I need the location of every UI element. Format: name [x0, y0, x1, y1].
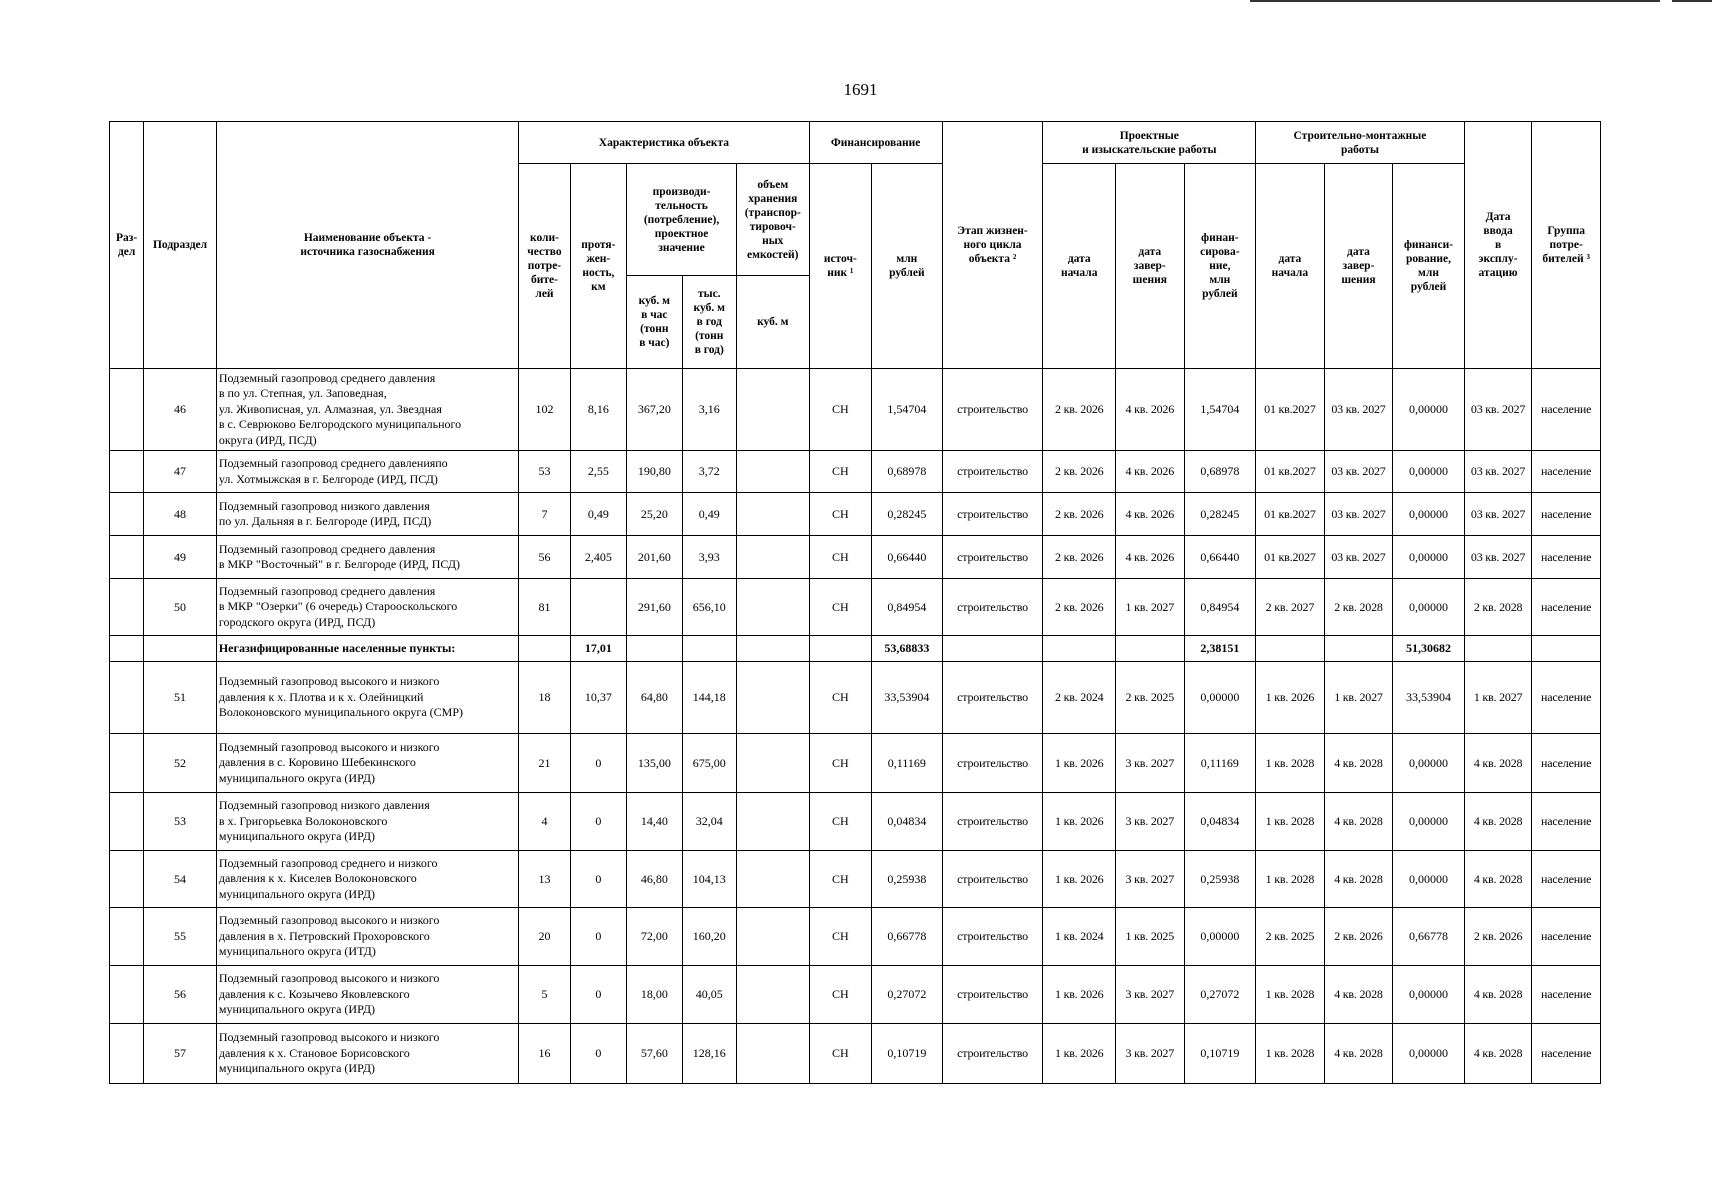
cell-mln: 0,11169 [872, 734, 943, 793]
cell-consumers: 16 [519, 1024, 570, 1084]
cell-consumers: 13 [519, 851, 570, 908]
cell-constr-end: 03 кв. 2027 [1324, 536, 1393, 579]
cell-podrazdel: 46 [144, 369, 217, 451]
cell-storage [736, 851, 809, 908]
cell-mln: 0,28245 [872, 493, 943, 536]
col-capacity-hour: куб. м в час (тонн в час) [627, 276, 682, 369]
cell-consumer-group: население [1532, 536, 1601, 579]
cell-capacity-year: 3,72 [682, 451, 736, 493]
cell-consumers: 56 [519, 536, 570, 579]
table-row [110, 493, 1601, 536]
cell-stage: строительство [942, 369, 1043, 451]
cell-constr-start: 1 кв. 2028 [1256, 1024, 1325, 1084]
cell-storage [736, 734, 809, 793]
cell-design-fin: 0,04834 [1184, 793, 1256, 851]
table-row [110, 908, 1601, 966]
cell-commissioning: 2 кв. 2028 [1464, 579, 1532, 636]
cell-consumers: 5 [519, 966, 570, 1024]
cell-design-start: 1 кв. 2026 [1043, 966, 1116, 1024]
cell-capacity-hour: 135,00 [627, 734, 682, 793]
col-razdel: Раз- дел [110, 122, 144, 369]
cell-razdel [110, 966, 144, 1024]
cell-length: 0 [570, 734, 626, 793]
col-design-end: дата завер- шения [1116, 164, 1185, 369]
cell-length: 0,49 [570, 493, 626, 536]
cell-design-end: 4 кв. 2026 [1116, 369, 1185, 451]
cell-stage: строительство [942, 493, 1043, 536]
cell-design-fin: 0,00000 [1184, 908, 1256, 966]
cell-capacity-year: 3,16 [682, 369, 736, 451]
cell-length: 2,55 [570, 451, 626, 493]
cell-constr-end: 4 кв. 2028 [1324, 851, 1393, 908]
cell-commissioning: 4 кв. 2028 [1464, 1024, 1532, 1084]
cell-commissioning: 2 кв. 2026 [1464, 908, 1532, 966]
cell-razdel [110, 536, 144, 579]
cell-constr-fin: 0,00000 [1393, 966, 1465, 1024]
cell-consumers: 53 [519, 451, 570, 493]
cell-mln: 33,53904 [872, 662, 943, 734]
cell-consumer-group: население [1532, 851, 1601, 908]
cell-design-fin: 0,00000 [1184, 662, 1256, 734]
cell-design-fin: 0,68978 [1184, 451, 1256, 493]
cell-design-end: 3 кв. 2027 [1116, 966, 1185, 1024]
table-row [110, 966, 1601, 1024]
cell-consumer-group: население [1532, 966, 1601, 1024]
cell-commissioning: 1 кв. 2027 [1464, 662, 1532, 734]
cell-razdel [110, 451, 144, 493]
col-capacity: производи- тельность (потребление), проектное значение [627, 164, 737, 276]
cell-design-fin: 0,11169 [1184, 734, 1256, 793]
cell-razdel [110, 662, 144, 734]
col-consumers: коли- чество потре- бите- лей [519, 164, 570, 369]
cell-constr-start: 2 кв. 2025 [1256, 908, 1325, 966]
cell-storage [736, 908, 809, 966]
cell-constr-start: 01 кв.2027 [1256, 536, 1325, 579]
cell-storage [736, 662, 809, 734]
cell-storage [736, 966, 809, 1024]
cell-mln: 0,27072 [872, 966, 943, 1024]
cell-stage: строительство [942, 662, 1043, 734]
cell-source: СН [809, 908, 872, 966]
cell-consumer-group: население [1532, 793, 1601, 851]
cell-name: Подземный газопровод низкого давления по ул. Дальняя в г. Белгороде (ИРД, ПСД) [216, 493, 518, 536]
cell-capacity-hour: 64,80 [627, 662, 682, 734]
subtotal-row [110, 636, 1601, 662]
cell-commissioning: 03 кв. 2027 [1464, 493, 1532, 536]
cell-source: СН [809, 1024, 872, 1084]
cell-consumer-group: население [1532, 734, 1601, 793]
cell-stage: строительство [942, 451, 1043, 493]
col-commissioning: Дата ввода в эксплу- атацию [1464, 122, 1532, 369]
table-row [110, 662, 1601, 734]
subtotal-length: 17,01 [570, 636, 626, 662]
cell-consumer-group: население [1532, 369, 1601, 451]
cell-source: СН [809, 662, 872, 734]
col-podrazdel: Подраздел [144, 122, 217, 369]
cell-stage: строительство [942, 793, 1043, 851]
cell-name: Подземный газопровод среднего давления в по ул. Степная, ул. Заповедная, ул. Живописная, ул. Алмазная, ул. Звездная в с. Севрюково Белгородского муниципального округа (ИРД, ПСД) [216, 369, 518, 451]
cell-constr-start: 01 кв.2027 [1256, 493, 1325, 536]
cell-name: Подземный газопровод среднего давленияпо ул. Хотмыжская в г. Белгороде (ИРД, ПСД) [216, 451, 518, 493]
cell-source: СН [809, 493, 872, 536]
cell-design-end: 4 кв. 2026 [1116, 493, 1185, 536]
cell-name: Подземный газопровод высокого и низкого давления к с. Козычево Яковлевского муниципального округа (ИРД) [216, 966, 518, 1024]
cell-source: СН [809, 851, 872, 908]
col-mln: млн рублей [872, 164, 943, 369]
col-constr-end: дата завер- шения [1324, 164, 1393, 369]
cell-stage: строительство [942, 908, 1043, 966]
table-row [110, 734, 1601, 793]
cell-consumers: 20 [519, 908, 570, 966]
cell-length: 8,16 [570, 369, 626, 451]
cell-capacity-year: 3,93 [682, 536, 736, 579]
col-storage: объем хранения (транспор- тировоч- ных емкостей) [736, 164, 809, 276]
cell-razdel [110, 493, 144, 536]
cell-consumer-group: население [1532, 451, 1601, 493]
cell-source: СН [809, 793, 872, 851]
cell-design-end: 3 кв. 2027 [1116, 793, 1185, 851]
col-storage-unit: куб. м [736, 276, 809, 369]
cell-design-fin: 0,84954 [1184, 579, 1256, 636]
cell-constr-start: 2 кв. 2027 [1256, 579, 1325, 636]
cell-mln: 0,66778 [872, 908, 943, 966]
cell-constr-end: 4 кв. 2028 [1324, 1024, 1393, 1084]
cell-podrazdel: 50 [144, 579, 217, 636]
cell-design-start: 1 кв. 2026 [1043, 851, 1116, 908]
cell-razdel [110, 908, 144, 966]
cell-mln: 0,68978 [872, 451, 943, 493]
cell-source: СН [809, 369, 872, 451]
cell-podrazdel: 51 [144, 662, 217, 734]
cell-storage [736, 579, 809, 636]
cell-design-start: 1 кв. 2026 [1043, 793, 1116, 851]
cell-capacity-year: 144,18 [682, 662, 736, 734]
cell-consumer-group: население [1532, 662, 1601, 734]
cell-constr-fin: 33,53904 [1393, 662, 1465, 734]
cell-length: 0 [570, 908, 626, 966]
cell-design-end: 4 кв. 2026 [1116, 536, 1185, 579]
cell-design-end: 1 кв. 2027 [1116, 579, 1185, 636]
table-row [110, 536, 1601, 579]
cell-constr-start: 1 кв. 2028 [1256, 734, 1325, 793]
cell-constr-end: 4 кв. 2028 [1324, 793, 1393, 851]
cell-podrazdel: 55 [144, 908, 217, 966]
cell-source: СН [809, 966, 872, 1024]
cell-name: Подземный газопровод высокого и низкого давления к х. Плотва и к х. Олейницкий Волоконовского муниципального округа (СМР) [216, 662, 518, 734]
table-row [110, 369, 1601, 451]
cell-design-end: 3 кв. 2027 [1116, 734, 1185, 793]
col-capacity-year: тыс. куб. м в год (тонн в год) [682, 276, 736, 369]
cell-design-start: 1 кв. 2026 [1043, 1024, 1116, 1084]
cell-name: Подземный газопровод высокого и низкого давления в с. Коровино Шебекинского муниципального округа (ИРД) [216, 734, 518, 793]
cell-stage: строительство [942, 734, 1043, 793]
cell-constr-start: 01 кв.2027 [1256, 451, 1325, 493]
cell-source: СН [809, 579, 872, 636]
cell-constr-start: 1 кв. 2028 [1256, 966, 1325, 1024]
cell-constr-end: 2 кв. 2026 [1324, 908, 1393, 966]
cell-capacity-hour: 291,60 [627, 579, 682, 636]
col-design-fin: финан- сирова- ние, млн рублей [1184, 164, 1256, 369]
cell-capacity-hour: 201,60 [627, 536, 682, 579]
cell-length: 2,405 [570, 536, 626, 579]
cell-constr-start: 1 кв. 2026 [1256, 662, 1325, 734]
cell-stage: строительство [942, 851, 1043, 908]
cell-capacity-hour: 72,00 [627, 908, 682, 966]
cell-stage: строительство [942, 579, 1043, 636]
cell-podrazdel: 57 [144, 1024, 217, 1084]
cell-razdel [110, 734, 144, 793]
cell-design-start: 1 кв. 2026 [1043, 734, 1116, 793]
cell-constr-end: 1 кв. 2027 [1324, 662, 1393, 734]
cell-name: Подземный газопровод низкого давления в х. Григорьевка Волоконовского муниципального округа (ИРД) [216, 793, 518, 851]
cell-capacity-hour: 367,20 [627, 369, 682, 451]
cell-storage [736, 1024, 809, 1084]
cell-commissioning: 4 кв. 2028 [1464, 734, 1532, 793]
cell-source: СН [809, 451, 872, 493]
cell-source: СН [809, 536, 872, 579]
col-length: протя- жен- ность, км [570, 164, 626, 369]
cell-constr-start: 01 кв.2027 [1256, 369, 1325, 451]
cell-commissioning: 03 кв. 2027 [1464, 369, 1532, 451]
col-group-financing: Финансирование [809, 122, 942, 164]
cell-constr-end: 03 кв. 2027 [1324, 493, 1393, 536]
cell-storage [736, 369, 809, 451]
cell-capacity-year: 656,10 [682, 579, 736, 636]
cell-podrazdel: 53 [144, 793, 217, 851]
cell-design-start: 2 кв. 2026 [1043, 536, 1116, 579]
cell-capacity-hour: 190,80 [627, 451, 682, 493]
cell-constr-end: 4 кв. 2028 [1324, 966, 1393, 1024]
cell-name: Подземный газопровод среднего и низкого давления к х. Киселев Волоконовского муниципального округа (ИРД) [216, 851, 518, 908]
cell-design-start: 1 кв. 2024 [1043, 908, 1116, 966]
cell-storage [736, 793, 809, 851]
cell-design-fin: 0,66440 [1184, 536, 1256, 579]
cell-design-end: 2 кв. 2025 [1116, 662, 1185, 734]
cell-constr-start: 1 кв. 2028 [1256, 793, 1325, 851]
col-design-start: дата начала [1043, 164, 1116, 369]
cell-consumers: 7 [519, 493, 570, 536]
top-rule [1250, 0, 1660, 2]
cell-capacity-year: 128,16 [682, 1024, 736, 1084]
page-number: 1691 [843, 80, 878, 99]
col-consumer-group: Группа потре- бителей ³ [1532, 122, 1601, 369]
col-constr-start: дата начала [1256, 164, 1325, 369]
cell-constr-fin: 0,00000 [1393, 493, 1465, 536]
cell-razdel [110, 851, 144, 908]
cell-constr-fin: 0,00000 [1393, 1024, 1465, 1084]
cell-design-fin: 0,10719 [1184, 1024, 1256, 1084]
cell-mln: 0,04834 [872, 793, 943, 851]
cell-constr-fin: 0,00000 [1393, 793, 1465, 851]
cell-length: 0 [570, 793, 626, 851]
cell-constr-fin: 0,00000 [1393, 451, 1465, 493]
cell-consumer-group: население [1532, 493, 1601, 536]
cell-capacity-hour: 25,20 [627, 493, 682, 536]
cell-name: Подземный газопровод высокого и низкого давления в х. Петровский Прохоровского муниципального округа (ИТД) [216, 908, 518, 966]
cell-design-end: 4 кв. 2026 [1116, 451, 1185, 493]
cell-length: 10,37 [570, 662, 626, 734]
cell-name: Подземный газопровод среднего давления в МКР "Озерки" (6 очередь) Старооскольского городского округа (ИРД, ПСД) [216, 579, 518, 636]
cell-storage [736, 536, 809, 579]
cell-capacity-year: 160,20 [682, 908, 736, 966]
cell-name: Подземный газопровод среднего давления в МКР "Восточный" в г. Белгороде (ИРД, ПСД) [216, 536, 518, 579]
table-row [110, 793, 1601, 851]
cell-length: 0 [570, 966, 626, 1024]
table-row [110, 851, 1601, 908]
table-row [110, 451, 1601, 493]
cell-length: 0 [570, 851, 626, 908]
cell-name: Подземный газопровод высокого и низкого давления к х. Становое Борисовского муниципального округа (ИРД) [216, 1024, 518, 1084]
cell-design-start: 2 кв. 2026 [1043, 493, 1116, 536]
col-name: Наименование объекта - источника газоснабжения [216, 122, 518, 369]
cell-mln: 0,25938 [872, 851, 943, 908]
cell-consumers: 102 [519, 369, 570, 451]
cell-constr-end: 03 кв. 2027 [1324, 451, 1393, 493]
top-rule-short [1672, 0, 1712, 2]
cell-length [570, 579, 626, 636]
cell-mln: 0,84954 [872, 579, 943, 636]
cell-podrazdel: 52 [144, 734, 217, 793]
col-stage: Этап жизнен- ного цикла объекта ² [942, 122, 1043, 369]
cell-consumer-group: население [1532, 1024, 1601, 1084]
col-constr-fin: финанси- рование, млн рублей [1393, 164, 1465, 369]
cell-design-start: 2 кв. 2024 [1043, 662, 1116, 734]
table-row [110, 579, 1601, 636]
cell-consumers: 4 [519, 793, 570, 851]
table-row [110, 1024, 1601, 1084]
cell-podrazdel: 49 [144, 536, 217, 579]
col-group-construction: Строительно-монтажные работы [1256, 122, 1465, 164]
cell-razdel [110, 579, 144, 636]
cell-design-start: 2 кв. 2026 [1043, 451, 1116, 493]
cell-stage: строительство [942, 1024, 1043, 1084]
col-source: источ- ник ¹ [809, 164, 872, 369]
cell-capacity-year: 40,05 [682, 966, 736, 1024]
cell-commissioning: 4 кв. 2028 [1464, 966, 1532, 1024]
cell-capacity-hour: 18,00 [627, 966, 682, 1024]
col-group-design: Проектные и изыскательские работы [1043, 122, 1256, 164]
cell-capacity-year: 32,04 [682, 793, 736, 851]
col-group-characteristics: Характеристика объекта [519, 122, 809, 164]
cell-razdel [110, 793, 144, 851]
cell-constr-fin: 0,00000 [1393, 851, 1465, 908]
cell-constr-end: 2 кв. 2028 [1324, 579, 1393, 636]
cell-constr-end: 4 кв. 2028 [1324, 734, 1393, 793]
cell-design-start: 2 кв. 2026 [1043, 579, 1116, 636]
cell-design-fin: 1,54704 [1184, 369, 1256, 451]
cell-design-fin: 0,25938 [1184, 851, 1256, 908]
cell-storage [736, 451, 809, 493]
subtotal-design-fin: 2,38151 [1184, 636, 1256, 662]
subtotal-mln: 53,68833 [872, 636, 943, 662]
cell-capacity-hour: 57,60 [627, 1024, 682, 1084]
cell-mln: 0,66440 [872, 536, 943, 579]
cell-source: СН [809, 734, 872, 793]
cell-storage [736, 493, 809, 536]
cell-stage: строительство [942, 966, 1043, 1024]
cell-commissioning: 03 кв. 2027 [1464, 451, 1532, 493]
cell-capacity-year: 104,13 [682, 851, 736, 908]
cell-commissioning: 03 кв. 2027 [1464, 536, 1532, 579]
cell-design-fin: 0,27072 [1184, 966, 1256, 1024]
cell-razdel [110, 1024, 144, 1084]
cell-consumers: 21 [519, 734, 570, 793]
cell-consumers: 18 [519, 662, 570, 734]
cell-mln: 1,54704 [872, 369, 943, 451]
cell-design-end: 1 кв. 2025 [1116, 908, 1185, 966]
cell-constr-start: 1 кв. 2028 [1256, 851, 1325, 908]
cell-design-end: 3 кв. 2027 [1116, 851, 1185, 908]
cell-mln: 0,10719 [872, 1024, 943, 1084]
cell-design-fin: 0,28245 [1184, 493, 1256, 536]
cell-design-start: 2 кв. 2026 [1043, 369, 1116, 451]
subtotal-constr-fin: 51,30682 [1393, 636, 1465, 662]
cell-constr-fin: 0,00000 [1393, 579, 1465, 636]
cell-consumer-group: население [1532, 579, 1601, 636]
gas-objects-table [109, 121, 1601, 1084]
subtotal-label: Негазифицированные населенные пункты: [216, 636, 518, 662]
cell-capacity-year: 0,49 [682, 493, 736, 536]
cell-constr-fin: 0,00000 [1393, 734, 1465, 793]
cell-podrazdel: 56 [144, 966, 217, 1024]
cell-design-end: 3 кв. 2027 [1116, 1024, 1185, 1084]
cell-consumers: 81 [519, 579, 570, 636]
cell-length: 0 [570, 1024, 626, 1084]
cell-constr-fin: 0,66778 [1393, 908, 1465, 966]
cell-capacity-hour: 46,80 [627, 851, 682, 908]
cell-commissioning: 4 кв. 2028 [1464, 793, 1532, 851]
cell-commissioning: 4 кв. 2028 [1464, 851, 1532, 908]
cell-capacity-year: 675,00 [682, 734, 736, 793]
cell-consumer-group: население [1532, 908, 1601, 966]
cell-constr-fin: 0,00000 [1393, 369, 1465, 451]
cell-capacity-hour: 14,40 [627, 793, 682, 851]
cell-constr-fin: 0,00000 [1393, 536, 1465, 579]
cell-podrazdel: 47 [144, 451, 217, 493]
cell-constr-end: 03 кв. 2027 [1324, 369, 1393, 451]
cell-razdel [110, 369, 144, 451]
cell-podrazdel: 48 [144, 493, 217, 536]
cell-stage: строительство [942, 536, 1043, 579]
cell-podrazdel: 54 [144, 851, 217, 908]
